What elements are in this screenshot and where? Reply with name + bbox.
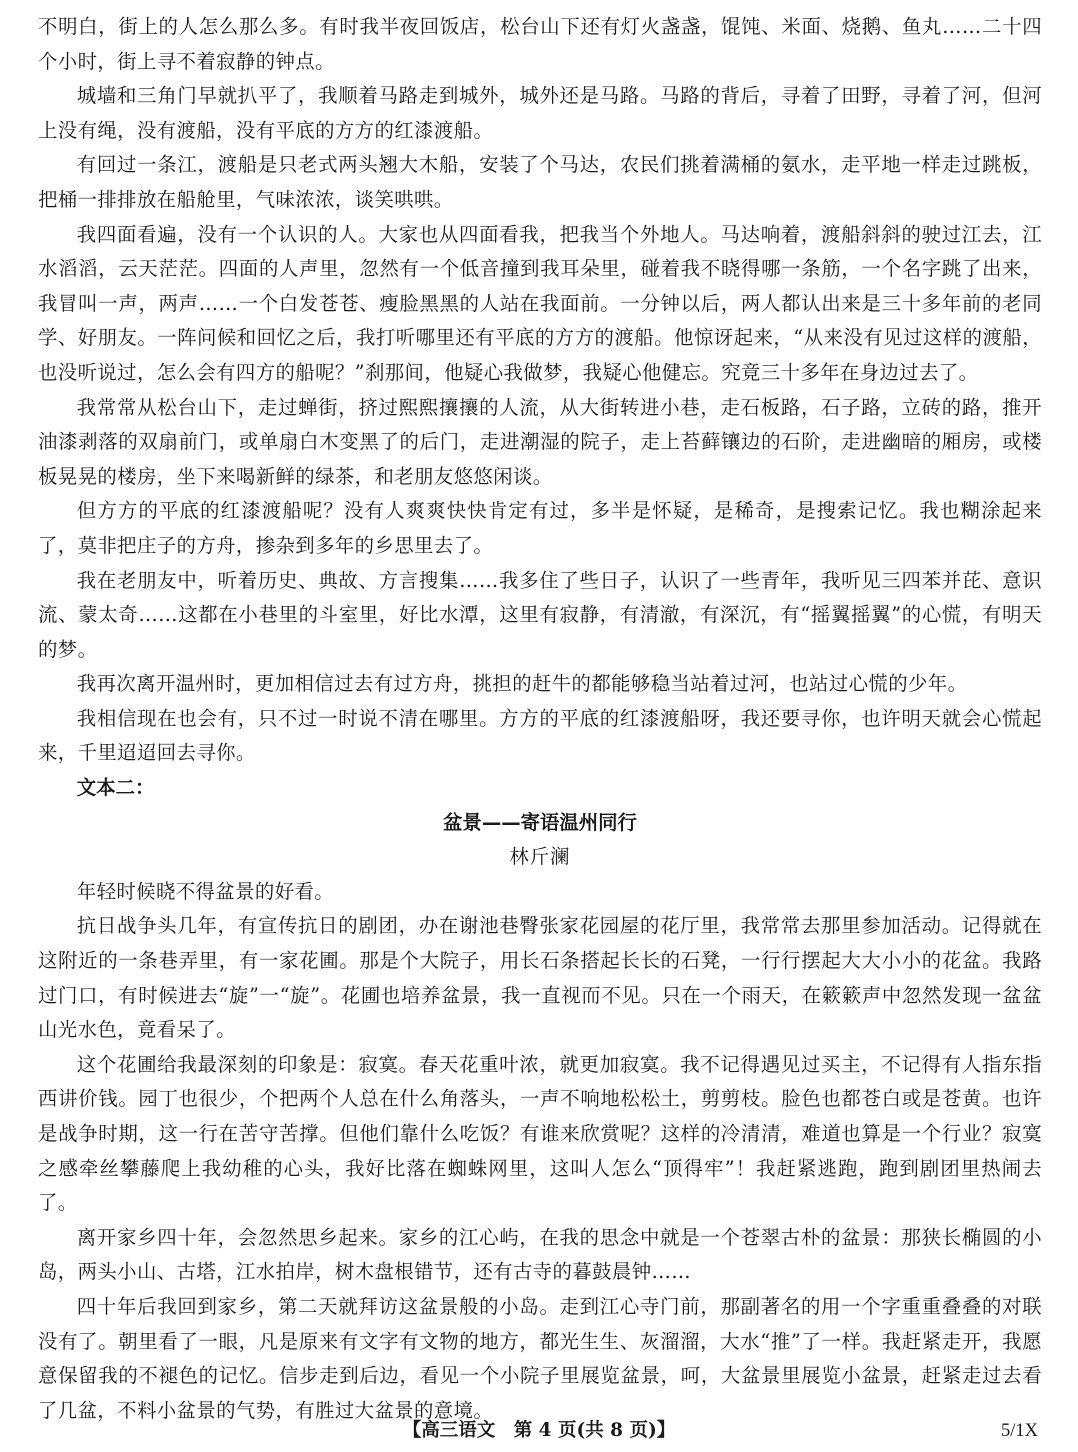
text-two bbox=[38, 771, 1042, 1428]
paragraph: 城墙和三角门早就扒平了，我顺着马路走到城外，城外还是马路。马路的背后，寻着了田野，寻着了河，但河上没有绳，没有渡船，没有平底的方方的红漆渡船。 bbox=[38, 84, 1042, 142]
paragraph: 我常常从松台山下，走过蝉街，挤过熙熙攘攘的人流，从大街转进小巷，走石板路，石子路，立砖的路，推开油漆剥落的双扇前门，或单扇白木变黑了的后门，走进潮湿的院子，走上苔藓镶边的石阶，走进幽暗的厢房，或楼板晃晃的楼房，坐下来喝新鲜的绿茶，和老朋友悠悠闲谈。 bbox=[38, 395, 1042, 488]
paragraph: 有回过一条江，渡船是只老式两头翘大木船，安装了个马达，农民们挑着满桶的氨水，走平地一样走过跳板，把桶一排排放在船舱里，气味浓浓，谈笑哄哄。 bbox=[38, 153, 1042, 211]
paragraph: 抗日战争头几年，有宣传抗日的剧团，办在谢池巷臀张家花园屋的花厅里，我常常去那里参加活动。记得就在这附近的一条巷弄里，有一家花圃。那是个大院子，用长石条搭起长长的石凳，一行行摆起大大小小的花盆。我路过门口，有时候进去“旋”一“旋”。花圃也培养盆景，我一直视而不见。只在一个雨天，在簌簌声中忽然发现一盆盆山光水色，竟看呆了。 bbox=[38, 914, 1042, 1042]
paragraph: 我四面看遍，没有一个认识的人。大家也从四面看我，把我当个外地人。马达响着，渡船斜斜的驶过江去，江水滔滔，云天茫茫。四面的人声里，忽然有一个低音撞到我耳朵里，碰着我不晓得哪一条筋，一个名字跳了出来，我冒叫一声，两声……一个白发苍苍、瘦脸黑黑的人站在我面前。一分钟以后，两人都认出来是三十多年前的老同学、好朋友。一阵问候和回忆之后，我打听哪里还有平底的方方的渡船。他惊讶起来，“从来没有见过这样的渡船，也没听说过，怎么会有四方的船呢？”刹那间，他疑心我做梦，我疑心他健忘。究竟三十多年在身边过去了。 bbox=[38, 222, 1042, 384]
paragraph: 年轻时候晓不得盆景的好看。 bbox=[76, 879, 335, 903]
paragraph: 离开家乡四十年，会忽然思乡起来。家乡的江心屿，在我的思念中就是一个苍翠古朴的盆景：那狭长椭圆的小岛，两头小山、古塔，江水拍岸，树木盘根错节，还有古寺的暮鼓晨钟…… bbox=[38, 1225, 1042, 1284]
paragraph: 我在老朋友中，听着历史、典故、方言搜集……我多住了些日子，认识了一些青年，我听见三四苯并芘、意识流、蒙太奇……这都在小巷里的斗室里，好比水潭，这里有寂静，有清澈，有深沉，有“摇翼摇翼”的心慌，有明天的梦。 bbox=[38, 568, 1042, 661]
article-title: 盆景——寄语温州同行 bbox=[443, 810, 637, 834]
page-number-label: 【高三语文 第 4 页(共 8 页)】 bbox=[402, 1420, 676, 1441]
article-author: 林斤澜 bbox=[509, 845, 571, 869]
section-label: 文本二： bbox=[76, 776, 155, 800]
paragraph: 但方方的平底的红漆渡船呢？没有人爽爽快快肯定有过，多半是怀疑，是稀奇，是搜索记忆。我也糊涂起来了，莫非把庄子的方舟，掺杂到多年的乡思里去了。 bbox=[38, 499, 1042, 557]
exam-page bbox=[38, 10, 1042, 1428]
paragraph: 不明白，街上的人怎么那么多。有时我半夜回饭店，松台山下还有灯火盏盏，馄饨、米面、烧鹅、鱼丸……二十四个小时，街上寻不着寂静的钟点。 bbox=[38, 15, 1042, 73]
paragraph: 我相信现在也会有，只不过一时说不清在哪里。方方的平底的红漆渡船呀，我还要寻你，也许明天就会心慌起来，千里迢迢回去寻你。 bbox=[38, 706, 1042, 765]
exam-code: 5/1X bbox=[1001, 1421, 1038, 1441]
paragraph: 这个花圃给我最深刻的印象是：寂寞。春天花重叶浓，就更加寂寞。我不记得遇见过买主，不记得有人指东指西讲价钱。园丁也很少，个把两个人总在什么角落头，一声不响地松松土，剪剪枝。脸色也都苍白或是苍黄。也许是战争时期，这一行在苦守苦撑。但他们靠什么吃饭？有谁来欣赏呢？这样的冷清清，难道也算是一个行业？寂寞之感牵丝攀藤爬上我幼稚的心头，我好比落在蜘蛛网里，这叫人怎么“顶得牢”！我赶紧逃跑，跑到剧团里热闹去了。 bbox=[38, 1052, 1042, 1215]
paragraph: 四十年后我回到家乡，第二天就拜访这盆景般的小岛。走到江心寺门前，那副著名的用一个字重重叠叠的对联没有了。朝里看了一眼，凡是原来有文字有文物的地方，都光生生、灰溜溜，大水“推”了一样。我赶紧走开，我愿意保留我的不褪色的记忆。信步走到后边，看见一个小院子里展览盆景，呵，大盆景里展览小盆景，赶紧走过去看了几盆，不料小盆景的气势，有胜过大盆景的意境。 bbox=[38, 1294, 1042, 1422]
paragraph: 我再次离开温州时，更加相信过去有过方舟，挑担的赶牛的都能够稳当站着过河，也站过心慌的少年。 bbox=[76, 672, 968, 696]
text-one bbox=[38, 10, 1042, 771]
page-footer bbox=[0, 1414, 1078, 1448]
